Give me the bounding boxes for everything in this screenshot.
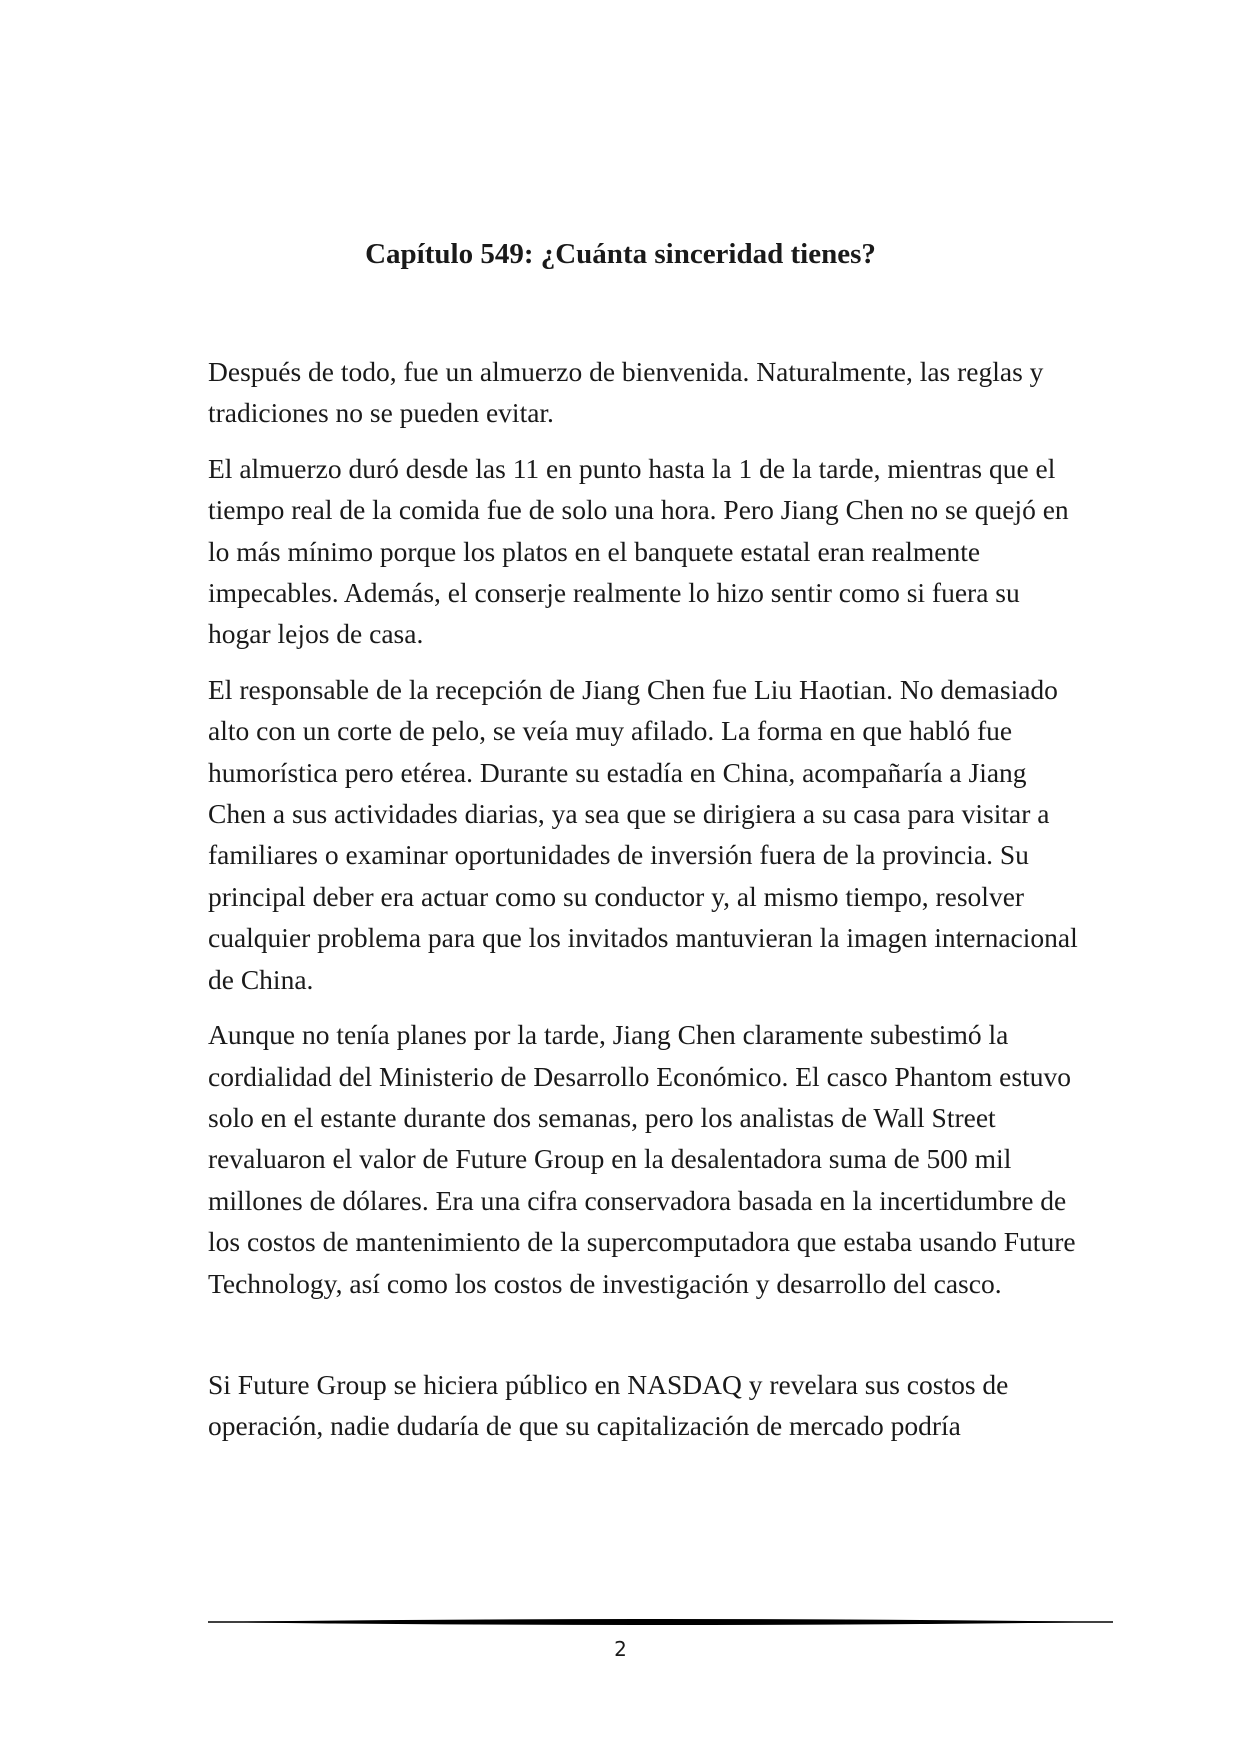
chapter-title: Capítulo 549: ¿Cuánta sinceridad tienes? (365, 238, 876, 270)
chapter-body (208, 351, 1078, 1461)
paragraph: Aunque no tenía planes por la tarde, Jiang Chen claramente subestimó la cordialidad del Ministerio de Desarrollo Económico. El casco Phantom estuvo solo en el estante durante dos semanas, pero los analistas de Wall Street revaluaron el valor de Future Group en la desalentadora suma de 500 mil millones de dólares. Era una cifra conservadora basada en la incertidumbre de los costos de mantenimiento de la supercomputadora que estaba usando Future Technology, así como los costos de investigación y desarrollo del casco. (208, 1019, 1076, 1299)
page-number: 2 (614, 1637, 627, 1661)
paragraph: Después de todo, fue un almuerzo de bienvenida. Naturalmente, las reglas y tradiciones no se pueden evitar. (208, 356, 1044, 429)
footer-divider (208, 1617, 1113, 1627)
paragraph: Si Future Group se hiciera público en NASDAQ y revelara sus costos de operación, nadie dudaría de que su capitalización de mercado podría (208, 1368, 1009, 1442)
paragraph: El responsable de la recepción de Jiang Chen fue Liu Haotian. No demasiado alto con un corte de pelo, se veía muy afilado. La forma en que habló fue humorística pero etérea. Durante su estadía en China, acompañaría a Jiang Chen a sus actividades diarias, ya sea que se dirigiera a su casa para visitar a familiares o examinar oportunidades de inversión fuera de la provincia. Su principal deber era actuar como su conductor y, al mismo tiempo, resolver cualquier problema para que los invitados mantuvieran la imagen internacional de China. (208, 673, 1078, 995)
paragraph: El almuerzo duró desde las 11 en punto hasta la 1 de la tarde, mientras que el tiempo real de la comida fue de solo una hora. Pero Jiang Chen no se quejó en lo más mínimo porque los platos en el banquete estatal eran realmente impecables. Además, el conserje realmente lo hizo sentir como si fuera su hogar lejos de casa. (208, 452, 1069, 650)
